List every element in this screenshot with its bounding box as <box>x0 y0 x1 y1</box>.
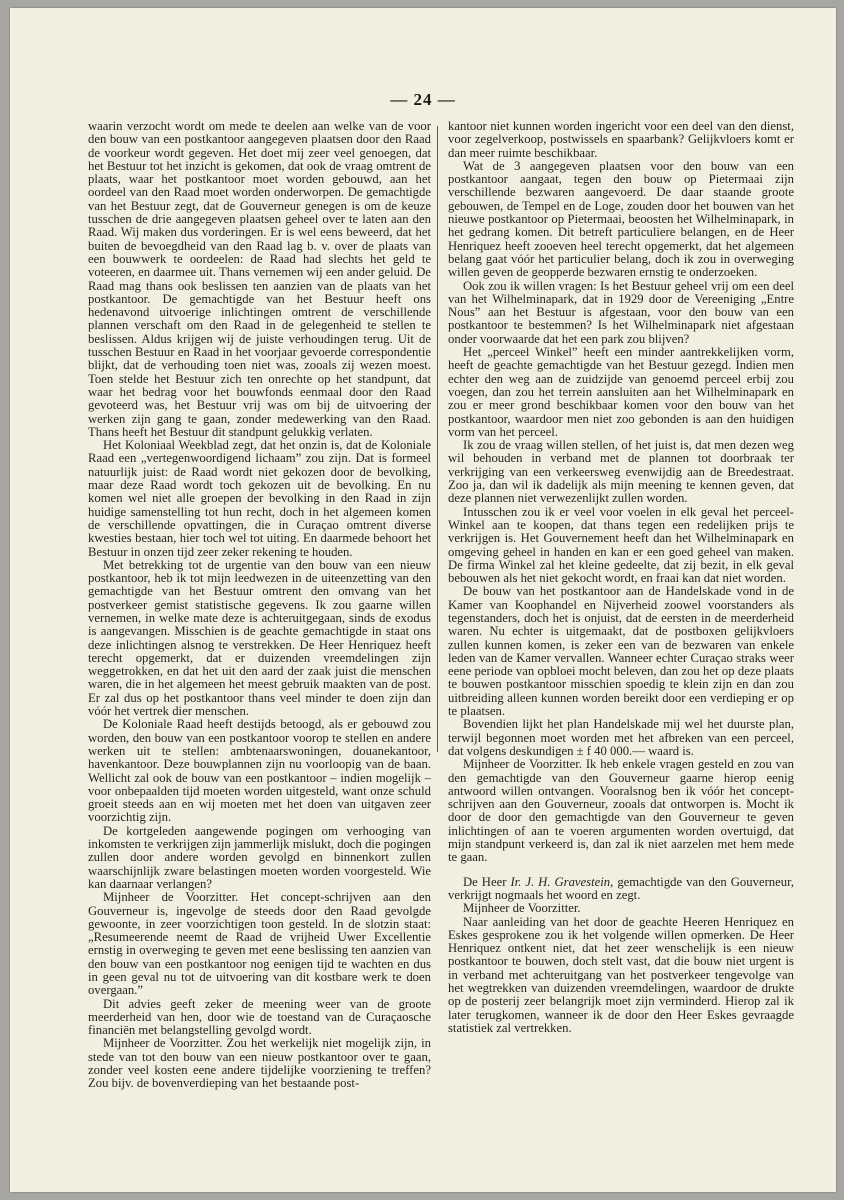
left-column <box>88 120 431 1091</box>
paragraph: Mijnheer de Voorzitter. Zou het werkelijk niet mogelijk zijn, in stede van tot den bouw van een nieuw postkantoor over te gaan, zonder veel kosten eene andere tijdelijke voorziening te treffen? Zou bijv. de bovenverdieping van het bestaande post- <box>88 1036 431 1091</box>
salutation: Mijnheer de Voorzitter. <box>463 901 581 916</box>
document-page <box>10 8 836 1192</box>
speaker-intro <box>448 876 794 903</box>
right-column <box>448 120 794 1035</box>
speaker-name: Ir. J. H. Gravestein <box>510 874 611 889</box>
paragraph: Dit advies geeft zeker de meening weer van de groote meerderheid van hen, door wie de toestand van de Curaçaosche financiën met belangstelling gevolgd wordt. <box>88 996 431 1038</box>
paragraph: De Koloniale Raad heeft destijds betoogd, als er gebouwd zou worden, den bouw van een postkantoor voorop te stellen en andere werken uit te stellen: ambtenaarswoningen, douanekantoor, havenkantoor. Deze bouwplannen zijn nu voorloopig van de baan. Wellicht zal ook de bouw van een postkantoor – indien mogelijk – voor onbepaalden tijd moeten worden uitgesteld, want onze schuld groeit steeds aan en wij moeten met het doen van uitgaven zeer voorzichtig zijn. <box>88 717 431 825</box>
paragraph: Mijnheer de Voorzitter. Het concept-schrijven aan den Gouverneur is, ingevolge de steeds door den Raad gevolgde gewoonte, in zeer voorzichtigen toon gesteld. In de slotzin staat: „Resumeerende neemt de Raad de vrijheid Uwer Excellentie ernstig in overweging te geven met eene beslissing ten aanzien van den bouw van een postkantoor nog eenigen tijd te wachten en dus in geen geval nu tot de uitvoering van dit kostbare werk te doen overgaan.” <box>88 890 431 998</box>
paragraph: kantoor niet kunnen worden ingericht voor een deel van den dienst, voor zegelverkoop, postwissels en spaarbank? Gelijkvloers komt er dan meer ruimte beschikbaar. <box>448 119 794 160</box>
speaker-intro-suffix: , gemachtigde van den Gouverneur, verkrijgt nogmaals het woord en zegt. <box>448 874 795 902</box>
paragraph: Ook zou ik willen vragen: Is het Bestuur geheel vrij om een deel van het Wilhelminapark, dat in 1929 door de Vereeniging „Entre Nous” aan het Bestuur is afgestaan, voor den bouw van een postkantoor te bestemmen? Is het Wilhelminapark niet afgestaan onder voorwaarde dat het een park zou blijven? <box>448 278 794 346</box>
paragraph: Wat de 3 aangegeven plaatsen voor den bouw van een postkantoor aangaat, tegen den bouw op Pietermaai zijn verschillende bezwaren aangevoerd. De daar staande groote gebouwen, de Tempel en de Loge, zouden door het bouwen van het nieuwe postkantoor op Pietermaai, beoosten het Wilhelminapark, in het gedrang komen. Dit betreft particuliere belangen, en de Heer Henriquez heeft zooeven heel terecht opgemerkt, dat het algemeen belang gaat vóór het particulier belang, doch ik zou in overweging willen geven de geopperde bezwaren ernstig te onderzoeken. <box>448 158 794 280</box>
paragraph: Naar aanleiding van het door de geachte Heeren Henriquez en Eskes gesprokene zou ik het volgende willen opmerken. De Heer Henriquez ontkent niet, dat het zeer wenschelijk is een nieuw postkantoor te bouwen, doch stelt vast, dat die bouw niet urgent is in verband met achteruitgang van het postverkeer tengevolge van het wegtrekken van duizenden vreemdelingen, waardoor de drukte op de posterij zeer belangrijk moet zijn verminderd. Hierop zal ik later terugkomen, wanneer ik de door den Heer Eskes gevraagde statistiek zal vertrekken. <box>448 914 794 1035</box>
paragraph: Het Koloniaal Weekblad zegt, dat het onzin is, dat de Koloniale Raad een „vertegenwoordigend lichaam” zou zijn. Dat is formeel natuurlijk juist: de Raad wordt niet gekozen door de bevolking, maar deze Raad wordt toch gekozen uit de bevolking. En nu komen wel niet alle groepen der bevolking in den Raad in zijn huidige samenstelling tot hun recht, doch in het algemeen komen de verschillende opvattingen, die in Curaçao omtrent diverse kwesties bestaan, hier toch wel tot uiting. En daarmede behoort het Bestuur in onzen tijd zeer zeker rekening te houden. <box>88 438 431 559</box>
paragraph: Bovendien lijkt het plan Handelskade mij wel het duurste plan, terwijl begonnen moet worden met het afbreken van een perceel, dat volgens deskundigen ± f 40 000.— waard is. <box>448 717 794 758</box>
paragraph: De bouw van het postkantoor aan de Handelskade vond in de Kamer van Koophandel en Nijverheid zoowel voorstanders als tegenstanders, doch het is onjuist, dat de eersten in de meerderheid waren. Nu echter is uitgemaakt, dat de postboxen gelijkvloers zullen kunnen komen, is zeker een van de bezwaren van enkele leden van de Kamer vervallen. Wanneer echter Curaçao straks weer eene periode van opbloei mocht beleven, dan zou het op deze plaats te bouwen postkantoor misschien spoedig te klein zijn en dan zou uitbreiding alleen kunnen worden bereikt door een verdieping er op te plaatsen. <box>448 584 794 719</box>
paragraph: Met betrekking tot de urgentie van den bouw van een nieuw postkantoor, heb ik tot mijn leedwezen in de uiteenzetting van den gemachtigde van het Bestuur omtrent den omvang van het postverkeer gemist statistische gegevens. Ik zou gaarne willen vernemen, in welke mate deze is achteruitgegaan, sinds de exodus is aangevangen. Misschien is de geachte gemachtigde in staat ons deze inlichtingen alsnog te verstrekken. De Heer Henriquez heeft terecht opgemerkt, dat er duizenden vreemdelingen zijn weggetrokken, en dat het uit den aard der zaak juist die menschen waren, die in het algemeen het meest gebruik maakten van de post. Er zal dus op het postkantoor thans veel minder te doen zijn dan vóór het vertrek dier menschen. <box>88 557 431 719</box>
page-number: — 24 — <box>390 90 456 109</box>
speaker-intro-prefix: De Heer <box>463 874 511 889</box>
paragraph: Ik zou de vraag willen stellen, of het juist is, dat men dezen weg wil behouden in verband met de plannen tot doorbraak ter verkrijging van een verkeersweg evenwijdig aan de Breedestraat. Zoo ja, dan wil ik dadelijk als mijn meening te kennen geven, dat deze plannen niet verwezenlijkt zullen worden. <box>448 438 794 506</box>
paragraph: waarin verzocht wordt om mede te deelen aan welke van de voor den bouw van een postkantoor aangegeven plaatsen door den Raad de voorkeur wordt gegeven. Het doet mij zeer veel genoegen, dat het Bestuur tot het inzicht is gekomen, dat ook de vraag omtrent de plaats, waar het postkantoor moet worden gebouwd, aan het oordeel van den Raad moet worden onderworpen. De gemachtigde van het Bestuur zegt, dat de Gouverneur genegen is om de keuze tusschen de drie aangegeven plaatsen geheel over te laten aan den Raad. Wij maken dus vorderingen. Er is wel eens beweerd, dat het buiten de bevoegdheid van den Raad lag b. v. over de plaats van een bouwwerk te oordeelen: de Raad had slechts het geld te voteeren, en daarmee uit. Thans vernemen wij een ander geluid. De Raad mag thans ook beslissen ten aanzien van de plaats van het postkantoor. De gemachtigde van het Bestuur heeft ons hedenavond uitvoerige inlichtingen omtrent de verschillende plannen verschaft om den Raad in de gelegenheid te stellen te beslissen. Aldus krijgen wij de juiste verhoudingen terug. Uit de tusschen Bestuur en Raad in het voorjaar gevoerde correspondentie blijkt, dat de verhouding toen niet was, zooals zij wezen moest. Toen stelde het Bestuur zich ten onrechte op het standpunt, dat waar het bedrag voor het bouwfonds eenmaal door den Raad gevoteerd was, het Bestuur vrij was om bij de uitvoering der werken zijn gang te gaan, zonder medewerking van den Raad. Thans heeft het Bestuur dit standpunt gelukkig verlaten. <box>88 119 431 439</box>
paragraph: Het „perceel Winkel” heeft een minder aantrekkelijken vorm, heeft de geachte gemachtigde van het Bestuur gezegd. Indien men echter den weg aan de zuidzijde van genoemd perceel erbij zou voegen, dan zou het terrein aansluiten aan het Wilhelminapark en zou er meer grond beschikbaar komen voor den bouw van het postkantoor, waardoor men niet zoo gebonden is aan den huidigen vorm van het perceel. <box>448 345 794 439</box>
paragraph: Mijnheer de Voorzitter. Ik heb enkele vragen gesteld en zou van den gemachtigde van den Gouverneur gaarne hierop eenig antwoord willen ontvangen. Vooralsnog ben ik vóór het concept-schrijven aan den Gouverneur, zooals dat ontworpen is. Mocht ik door de door den gemachtigde van den Gouverneur te geven inlichtingen of aan te voeren argumenten worden overtuigd, dat mijn standpunt verkeerd is, dan zal ik niet aarzelen met hem mede te gaan. <box>448 757 794 865</box>
paragraph: De kortgeleden aangewende pogingen om verhooging van inkomsten te verkrijgen zijn jammerlijk mislukt, doch die pogingen zullen door andere worden gevolgd en binnenkort zullen waarschijnlijk zware belastingen moeten worden voorgesteld. Wie kan daarnaar verlangen? <box>88 823 431 891</box>
paragraph: Intusschen zou ik er veel voor voelen in elk geval het perceel-Winkel aan te koopen, dat thans tegen een redelijken prijs te verkrijgen is. Het Gouvernement heeft dan het Wilhelminapark en omgeving geheel in handen en kan er een goed geheel van maken. De firma Winkel zal het kleine gedeelte, dat zij bezit, in elk geval bebouwen als het niet gekocht wordt, en fraai kan dat niet worden. <box>448 504 794 586</box>
column-divider <box>437 126 438 752</box>
